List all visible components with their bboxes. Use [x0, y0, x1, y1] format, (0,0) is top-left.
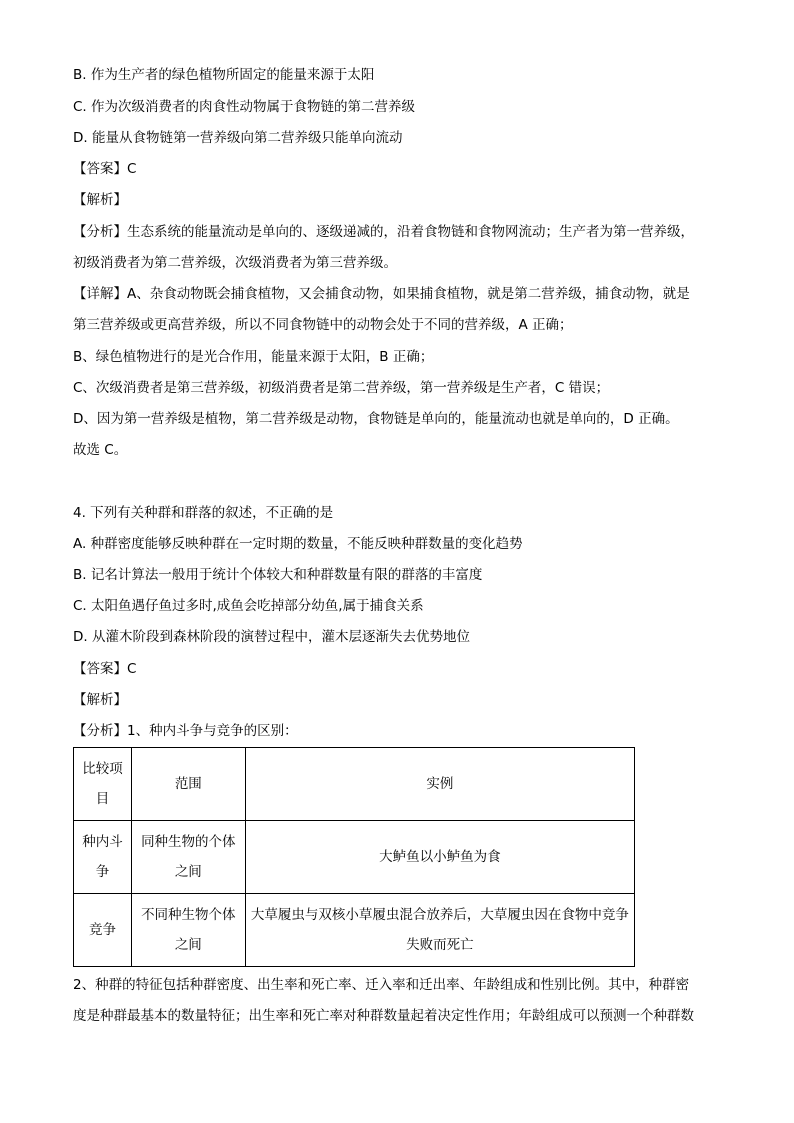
table-cell: 同种生物的个体之间 [131, 821, 245, 894]
answer-label: 【答案】C [73, 161, 137, 177]
table-cell: 不同种生物个体之间 [131, 894, 245, 967]
answer-label: 【答案】C [73, 661, 137, 677]
paragraph-text: 2、种群的特征包括种群密度、出生率和死亡率、迁入率和迁出率、年龄组成和性别比例。其中，种群密 [73, 977, 690, 993]
paragraph-text: 度是种群最基本的数量特征；出生率和死亡率对种群数量起着决定性作用；年龄组成可以预测一个种群数 [73, 1008, 694, 1024]
option-d: D. 能量从食物链第一营养级向第二营养级只能单向流动 [73, 130, 403, 146]
table-header-row [74, 748, 635, 821]
option-c: C. 作为次级消费者的肉食性动物属于食物链的第二营养级 [73, 99, 416, 115]
analysis-label: 【解析】 [73, 192, 127, 208]
option-c: C. 太阳鱼遇仔鱼过多时,成鱼会吃掉部分幼鱼,属于捕食关系 [73, 598, 424, 614]
question-stem: 4. 下列有关种群和群落的叙述，不正确的是 [73, 505, 334, 521]
option-a: A. 种群密度能够反映种群在一定时期的数量，不能反映种群数量的变化趋势 [73, 536, 523, 552]
detail-text: D、因为第一营养级是植物，第二营养级是动物，食物链是单向的，能量流动也就是单向的，D 正确。 [73, 411, 679, 427]
comparison-table [73, 747, 635, 967]
table-row [74, 821, 635, 894]
table-header-cell: 实例 [245, 748, 634, 821]
option-b: B. 作为生产者的绿色植物所固定的能量来源于太阳 [73, 67, 375, 83]
table-cell: 种内斗争 [74, 821, 132, 894]
analysis-text: 【分析】1、种内斗争与竞争的区别： [73, 723, 298, 739]
table-cell: 大鲈鱼以小鲈鱼为食 [245, 821, 634, 894]
option-b: B. 记名计算法一般用于统计个体较大和种群数量有限的群落的丰富度 [73, 567, 483, 583]
detail-text: C、次级消费者是第三营养级，初级消费者是第二营养级，第一营养级是生产者，C 错误； [73, 380, 610, 396]
detail-text: 【详解】A、杂食动物既会捕食植物，又会捕食动物，如果捕食植物，就是第二营养级，捕食动物，就是 [73, 286, 690, 302]
detail-text: B、绿色植物进行的是光合作用，能量来源于太阳，B 正确； [73, 349, 434, 365]
analysis-label: 【解析】 [73, 692, 127, 708]
choose-text: 故选 C。 [73, 442, 128, 458]
table-header-cell: 比较项目 [74, 748, 132, 821]
table-cell: 竞争 [74, 894, 132, 967]
detail-text: 第三营养级或更高营养级，所以不同食物链中的动物会处于不同的营养级，A 正确； [73, 317, 573, 333]
analysis-text: 初级消费者为第二营养级，次级消费者为第三营养级。 [73, 255, 397, 271]
option-d: D. 从灌木阶段到森林阶段的演替过程中，灌木层逐渐失去优势地位 [73, 629, 470, 645]
analysis-text: 【分析】生态系统的能量流动是单向的、逐级递减的，沿着食物链和食物网流动；生产者为第一营养级， [73, 224, 694, 240]
table-row [74, 894, 635, 967]
table-header-cell: 范围 [131, 748, 245, 821]
table-cell: 大草履虫与双核小草履虫混合放养后，大草履虫因在食物中竞争失败而死亡 [245, 894, 634, 967]
